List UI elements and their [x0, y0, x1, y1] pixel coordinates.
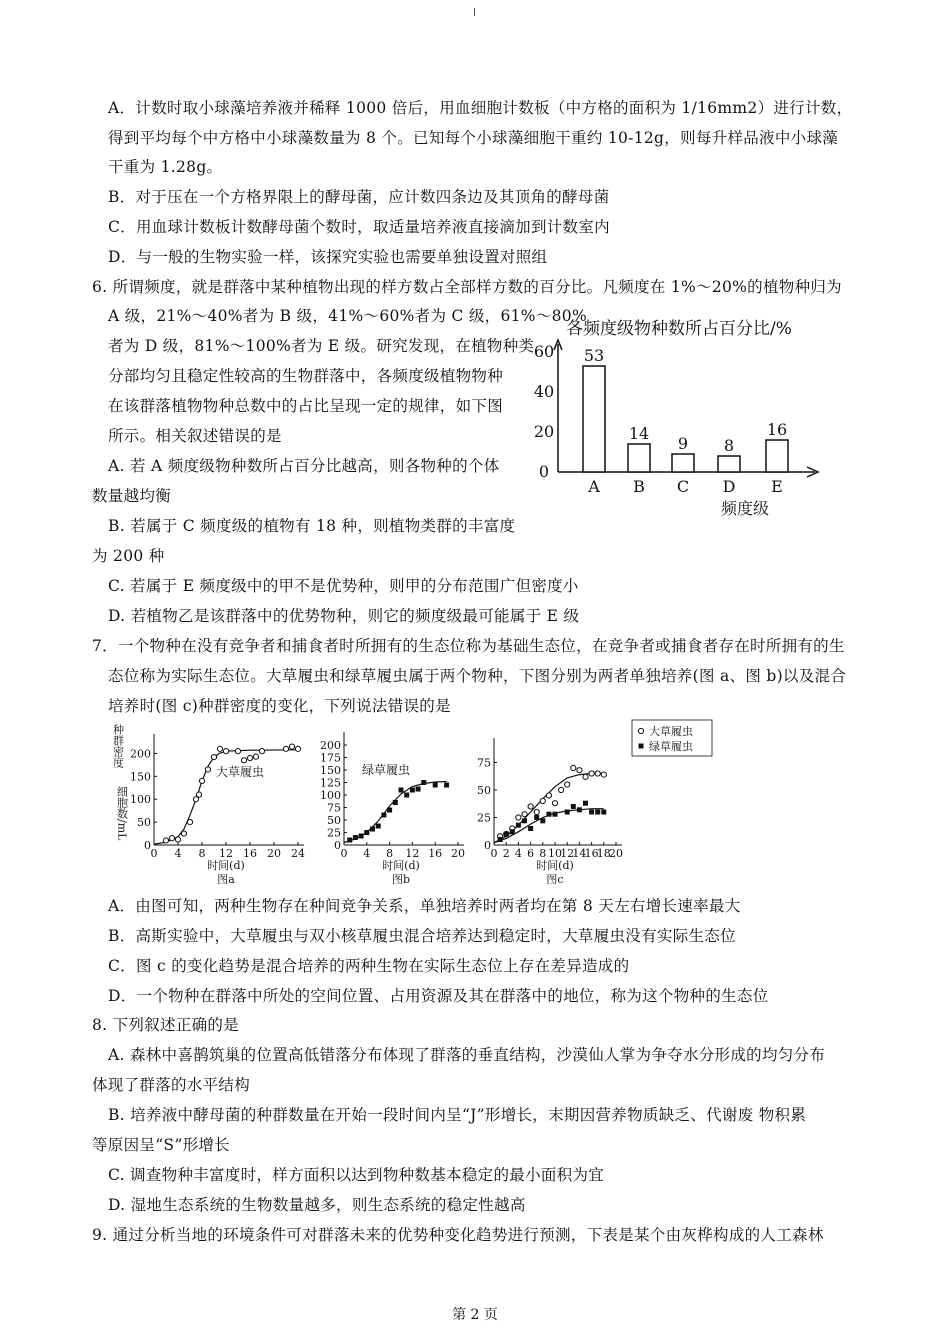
series-0-point — [589, 771, 594, 776]
series-1-point — [528, 826, 533, 831]
x-tick-label: 16 — [243, 847, 257, 860]
series-point — [235, 749, 240, 754]
q8-stem: 8. 下列叙述正确的是 — [92, 1016, 240, 1034]
q6-option-d: D. 若植物乙是该群落中的优势物种，则它的频度级最可能属于 E 级 — [108, 607, 580, 625]
y-tick-label: 0 — [334, 839, 341, 852]
series-0-point — [571, 765, 576, 770]
y-tick-label: 0 — [484, 839, 491, 852]
series-1-point — [583, 801, 588, 806]
x-tick-label: 0 — [340, 847, 348, 860]
series-1-point — [498, 837, 503, 842]
q8-option-c: C. 调查物种丰富度时，样方面积以达到物种数基本稳定的最小面积为宜 — [108, 1166, 605, 1184]
x-tick-label: 16 — [428, 847, 443, 860]
series-label-b: 绿草履虫 — [361, 763, 411, 777]
series-0-point — [546, 793, 551, 798]
series-point — [205, 767, 210, 772]
q6-option-a-line2: 数量越均衡 — [92, 487, 172, 505]
bar-C — [672, 454, 694, 472]
series-curve — [154, 750, 298, 844]
bar-E — [766, 440, 788, 472]
x-tick-label: 18 — [596, 847, 611, 860]
bar-category-label: A — [588, 477, 600, 496]
series-point — [199, 778, 204, 783]
y-tick-label: 150 — [130, 770, 151, 784]
paramecium-growth-charts — [108, 716, 728, 894]
q7-option-b: B．高斯实验中，大草履虫与双小核草履虫混合培养达到稳定时，大草履虫没有实际生态位 — [108, 927, 736, 945]
y-axis-label-unit: 细胞数/mL — [115, 786, 129, 841]
q8-option-a-line1: A. 森林中喜鹊筑巢的位置高低错落分布体现了群落的垂直结构，沙漠仙人掌为争夺水分形成的均匀分布 — [108, 1046, 826, 1064]
chart-caption: 图a — [217, 873, 235, 886]
q7-option-a: A．由图可知，两种生物存在种间竞争关系，单独培养时两者均在第 8 天左右增长速率最大 — [108, 897, 741, 915]
legend-label-0: 大草履虫 — [649, 725, 693, 738]
series-point — [295, 746, 300, 751]
y-tick-label: 150 — [320, 764, 341, 777]
q6-option-c: C. 若属于 E 频度级中的甲不是优势种，则甲的分布范围广但密度小 — [108, 577, 579, 595]
q9-stem-line1: 9. 通过分析当地的环境条件可对群落未来的优势种变化趋势进行预测，下表是某个由灰桦构成的人工森林 — [92, 1226, 824, 1244]
bar-category-label: D — [722, 477, 736, 496]
x-tick-label: 24 — [291, 847, 305, 860]
series-0-point — [534, 809, 539, 814]
q5-option-a-line2: 得到平均每个中方格中小球藻数量为 8 个。已知每个小球藻细胞干重约 10-12g，则每升样品液中小球藻 — [108, 129, 839, 147]
bar-value-label: 8 — [723, 436, 735, 455]
series-1-point — [510, 829, 515, 834]
q6-stem-line5: 在该群落植物物种总数中的占比呈现一定的规律，如下图 — [108, 397, 504, 415]
series-point — [217, 746, 222, 751]
series-0-point — [577, 768, 582, 773]
bar-category-label: B — [633, 477, 645, 496]
bar-category-label: C — [676, 477, 690, 496]
q6-option-a-line1: A. 若 A 频度级物种数所占百分比越高，则各物种的个体 — [108, 457, 500, 475]
chart-a — [112, 724, 306, 886]
q7-option-d: D．一个物种在群落中所处的空间位置、占用资源及其在群落中的地位，称为这个物种的生态位 — [108, 987, 769, 1005]
series-1-point — [546, 812, 551, 817]
series-1-point — [565, 810, 570, 815]
q5-option-c: C．用血球计数板计数酵母菌个数时，取适量培养液直接滴加到计数室内 — [108, 218, 610, 236]
chart-c — [477, 720, 712, 886]
series-point — [175, 837, 180, 842]
series-1-point — [589, 810, 594, 815]
series-point — [404, 793, 409, 798]
series-point — [289, 744, 294, 749]
legend-marker-0 — [638, 728, 643, 733]
x-tick-label: 8 — [539, 847, 547, 860]
q6-stem-line6: 所示。相关叙述错误的是 — [108, 427, 282, 445]
series-point — [347, 838, 352, 843]
x-tick-label: 4 — [514, 847, 522, 860]
x-tick-label: 12 — [560, 847, 575, 860]
q5-option-a-line1: A．计数时取小球藻培养液并稀释 1000 倍后，用血细胞计数板（中方格的面积为 1/16mm2）进行计数， — [108, 99, 853, 117]
series-point — [211, 755, 216, 760]
x-tick-label: 6 — [527, 847, 535, 860]
x-tick-label: 8 — [198, 847, 206, 860]
y-tick-label: 200 — [320, 739, 341, 752]
x-tick-label: 20 — [609, 847, 623, 860]
q6-stem-line2: A 级，21%～40%者为 B 级，41%～60%者为 C 级，61%～80% — [108, 307, 587, 325]
series-point — [241, 758, 246, 763]
series-1-point — [540, 818, 545, 823]
series-point — [187, 820, 192, 825]
series-label-a: 大草履虫 — [215, 765, 265, 779]
legend-label-1: 绿草履虫 — [649, 740, 693, 753]
series-point — [416, 787, 421, 792]
series-point — [433, 783, 438, 788]
bar-D — [718, 456, 740, 472]
x-tick-label: 20 — [451, 847, 465, 860]
x-tick-label: 4 — [174, 847, 182, 860]
y-tick-label: 50 — [477, 784, 491, 797]
x-tick-label: 8 — [386, 847, 394, 860]
x-axis-label: 时间(d) — [207, 859, 245, 872]
y-tick-label: 75 — [327, 801, 341, 815]
q5-option-a-line3: 干重为 1.28g。 — [108, 158, 223, 176]
x-tick-label: 12 — [405, 847, 420, 860]
y-axis-label: 种群密度 — [111, 724, 125, 768]
x-axis-label: 时间(d) — [536, 859, 574, 872]
x-tick-label: 12 — [219, 847, 233, 860]
y-tick-label: 100 — [130, 793, 151, 807]
series-point — [253, 754, 258, 759]
q8-option-d: D. 湿地生态系统的生物数量越多，则生态系统的稳定性越高 — [108, 1196, 526, 1214]
top-mark — [474, 8, 475, 16]
q5-option-d: D．与一般的生物实验一样，该探究实验也需要单独设置对照组 — [108, 248, 548, 266]
series-point — [169, 836, 174, 841]
q7-stem-line3: 培养时(图 c)种群密度的变化，下列说法错误的是 — [108, 697, 451, 715]
x-tick-label: 10 — [548, 847, 562, 860]
y-tick-label: 25 — [477, 811, 491, 825]
series-point — [421, 780, 426, 785]
series-point — [283, 746, 288, 751]
x-tick-label: 0 — [490, 847, 498, 860]
series-0-point — [540, 798, 545, 803]
series-curve — [344, 782, 447, 843]
q6-option-b-line2: 为 200 种 — [92, 547, 165, 565]
x-tick-label: 4 — [363, 847, 371, 860]
series-point — [247, 755, 252, 760]
chart-caption: 图b — [391, 873, 411, 886]
y-tick-label: 50 — [327, 814, 341, 827]
bar-B — [628, 444, 650, 472]
x-tick-label: 16 — [584, 847, 599, 860]
bar-A — [583, 366, 605, 472]
frequency-bar-chart — [530, 310, 830, 530]
series-point — [223, 749, 228, 754]
bar-ytick-label: 60 — [533, 342, 555, 361]
series-point — [387, 808, 392, 813]
bar-chart-xlabel: 频度级 — [720, 499, 770, 518]
x-axis-label: 时间(d) — [382, 859, 420, 872]
y-tick-label: 200 — [130, 747, 151, 761]
series-point — [364, 830, 369, 835]
series-1-point — [522, 818, 527, 823]
y-tick-label: 75 — [477, 756, 491, 770]
series-1-point — [553, 812, 558, 817]
y-tick-label: 125 — [320, 776, 341, 790]
chart-b — [320, 732, 465, 886]
series-0-point — [528, 804, 533, 809]
series-point — [163, 838, 168, 843]
y-tick-label: 175 — [320, 751, 341, 765]
series-0-point — [522, 812, 527, 817]
series-point — [370, 827, 375, 832]
q8-option-b-line2: 等原因呈“S”形增长 — [92, 1136, 230, 1154]
series-0-point — [565, 782, 570, 787]
series-1-point — [534, 815, 539, 820]
y-tick-label: 50 — [137, 816, 151, 830]
series-point — [444, 783, 449, 788]
q7-option-c: C．图 c 的变化趋势是混合培养的两种生物在实际生态位上存在差异造成的 — [108, 957, 630, 975]
bar-ytick-label: 0 — [538, 462, 550, 481]
series-0-point — [552, 801, 557, 806]
series-1-point — [516, 823, 521, 828]
series-point — [393, 800, 398, 805]
q8-option-a-line2: 体现了群落的水平结构 — [92, 1076, 251, 1094]
q5-option-b: B．对于压在一个方格界限上的酵母菌，应计数四条边及其顶角的酵母菌 — [108, 188, 610, 206]
legend-marker-1 — [639, 744, 644, 749]
series-point — [353, 835, 358, 840]
page-footer: 第 2 页 — [452, 1307, 498, 1323]
series-point — [381, 813, 386, 818]
series-point — [376, 824, 381, 829]
x-tick-label: 0 — [150, 847, 158, 860]
series-1-point — [504, 832, 509, 837]
series-1-point — [577, 807, 582, 812]
bar-value-label: 53 — [583, 346, 605, 365]
x-tick-label: 20 — [267, 847, 281, 860]
x-tick-label: 14 — [572, 847, 587, 860]
q6-stem-line1: 6. 所谓频度，就是群落中某种植物出现的样方数占全部样方数的百分比。凡频度在 1%～20%的植物种归为 — [92, 278, 842, 296]
bar-ytick-label: 40 — [533, 382, 555, 401]
series-point — [259, 749, 264, 754]
series-point — [196, 792, 201, 797]
series-1-point — [571, 804, 576, 809]
q7-stem-line1: 7．一个物种在没有竞争者和捕食者时所拥有的生态位称为基础生态位，在竞争者或捕食者存在时所拥有的生 — [92, 637, 845, 655]
bar-value-label: 9 — [677, 434, 689, 453]
q7-stem-line2: 态位称为实际生态位。大草履虫和绿草履虫属于两个物种，下图分别为两者单独培养(图 a、图 b)以及混合 — [108, 667, 847, 685]
series-point — [359, 834, 364, 839]
bar-category-label: E — [771, 477, 783, 496]
y-tick-label: 25 — [327, 826, 341, 840]
x-tick-label: 2 — [502, 847, 510, 860]
bar-ytick-label: 20 — [533, 422, 555, 441]
chart-caption: 图c — [546, 873, 564, 886]
bar-chart-title: 各频度级物种数所占百分比/% — [566, 319, 792, 339]
series-0-point — [559, 787, 564, 792]
series-1-point — [601, 810, 606, 815]
q6-stem-line4: 分部均匀且稳定性较高的生物群落中，各频度级植物物种 — [108, 367, 504, 385]
series-0-point — [601, 772, 606, 777]
series-0-point — [516, 815, 521, 820]
series-0-point — [595, 771, 600, 776]
q6-option-b-line1: B. 若属于 C 频度级的植物有 18 种，则植物类群的丰富度 — [108, 517, 516, 535]
series-point — [410, 788, 415, 793]
q6-stem-line3: 者为 D 级，81%～100%者为 E 级。研究发现，在植物种类 — [108, 337, 535, 355]
bar-value-label: 14 — [628, 424, 650, 443]
bar-value-label: 16 — [766, 420, 788, 439]
series-1-point — [595, 810, 600, 815]
y-tick-label: 0 — [144, 839, 151, 852]
series-point — [399, 788, 404, 793]
series-0-point — [583, 774, 588, 779]
y-tick-label: 100 — [320, 789, 341, 802]
series-point — [181, 831, 186, 836]
q8-option-b-line1: B. 培养液中酵母菌的种群数量在开始一段时间内呈“J”形增长，末期因营养物质缺乏、代谢废 物积累 — [108, 1106, 807, 1124]
